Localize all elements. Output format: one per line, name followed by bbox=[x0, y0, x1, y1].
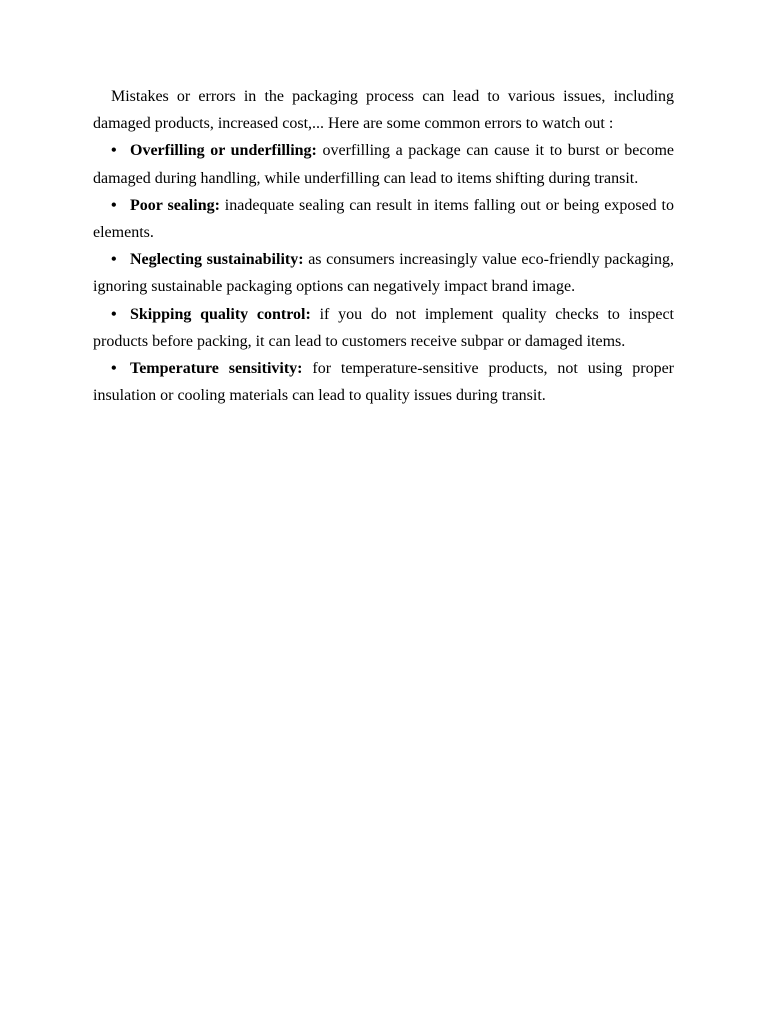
list-item bbox=[93, 301, 674, 355]
item-term: Temperature sensitivity: bbox=[130, 360, 303, 378]
list-item bbox=[93, 137, 674, 191]
list-item bbox=[93, 192, 674, 246]
list-item bbox=[93, 246, 674, 300]
bullet-icon: • bbox=[111, 142, 117, 160]
item-description: overfilling a package can cause it to burst or become damaged during handling, while underfilling can lead to items shifting during transit. bbox=[93, 142, 674, 187]
item-term: Overfilling or underfilling: bbox=[130, 142, 317, 160]
item-description: for temperature-sensitive products, not using proper insulation or cooling materials can lead to quality issues during transit. bbox=[93, 360, 674, 405]
list-item bbox=[93, 355, 674, 409]
intro-paragraph: Mistakes or errors in the packaging process can lead to various issues, including damaged products, increased cost,... Here are some common errors to watch out : bbox=[93, 88, 674, 133]
bullet-icon: • bbox=[111, 305, 117, 323]
item-term: Neglecting sustainability: bbox=[130, 251, 304, 269]
item-description: inadequate sealing can result in items falling out or being exposed to elements. bbox=[93, 196, 675, 242]
error-list bbox=[93, 137, 674, 409]
bullet-icon: • bbox=[111, 360, 117, 378]
item-term: Poor sealing: bbox=[130, 196, 220, 214]
item-description: as consumers increasingly value eco-friendly packaging, ignoring sustainable packaging options can negatively impact brand image. bbox=[93, 251, 675, 296]
item-term: Skipping quality control: bbox=[130, 305, 311, 323]
item-description: if you do not implement quality checks to inspect products before packing, it can lead to customers receive subpar or damaged items. bbox=[93, 305, 674, 350]
bullet-icon: • bbox=[111, 196, 117, 214]
document-body bbox=[93, 83, 674, 409]
bullet-icon: • bbox=[111, 251, 117, 269]
